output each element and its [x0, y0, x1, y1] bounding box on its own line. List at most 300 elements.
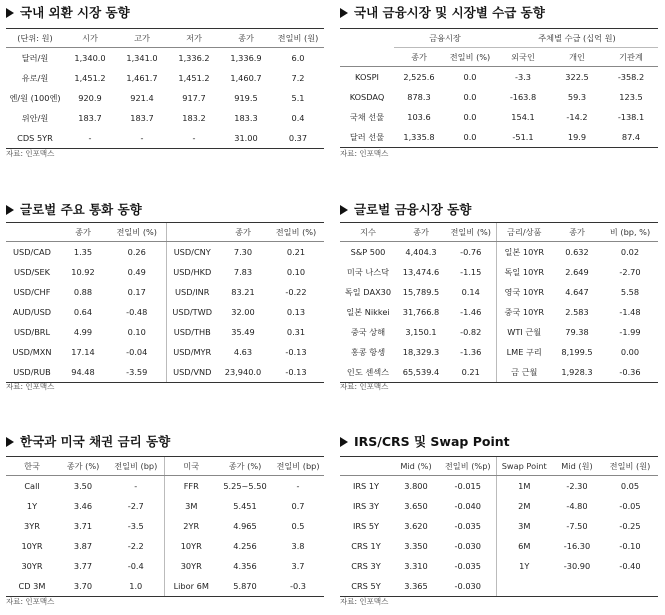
currency-cell: 35.49: [231, 327, 255, 337]
currency-row: [6, 262, 324, 282]
global-row: [340, 242, 658, 263]
global-cell: 1,928.3: [552, 362, 602, 383]
global-cell: S&P 500: [350, 247, 386, 257]
fx-title: 국내 외환 시장 동향: [6, 4, 130, 22]
bond-cell: 5.25~5.50: [223, 481, 267, 491]
currency-cell: -0.13: [268, 362, 324, 383]
currency-cell: 17.14: [71, 347, 95, 357]
fx-cell: -: [64, 128, 116, 149]
triangle-bullet-icon: [6, 8, 14, 18]
domestic-cell: -14.2: [566, 112, 588, 122]
swap-body: [340, 476, 658, 597]
global-cell: 중국 10YR: [496, 302, 552, 322]
bond-header-row: [6, 457, 324, 476]
fx-cell: 0.4: [291, 113, 305, 123]
fx-cell: 5.1: [291, 93, 305, 103]
currency-cell: 0.64: [73, 307, 93, 317]
triangle-bullet-icon: [340, 437, 348, 447]
global-cell: -2.70: [619, 267, 641, 277]
bond-cell: 3.50: [73, 481, 93, 491]
currency-cell: 1.35: [73, 247, 93, 257]
domestic-cell: 2,525.6: [403, 72, 435, 82]
domestic-cell: 국채 선물: [349, 111, 385, 122]
domestic-cell: 87.4: [604, 127, 658, 148]
domestic-cell: 0.0: [463, 72, 477, 82]
bond-cell: -0.4: [127, 561, 144, 571]
bond-header-cell: 종가 (%): [58, 457, 108, 476]
global-cell: 일본 10YR: [496, 242, 552, 263]
currency-body: [6, 242, 324, 383]
currency-cell: 0.49: [127, 267, 146, 277]
global-cell: 0.02: [620, 247, 640, 257]
swap-cell: CRS 3Y: [351, 561, 381, 571]
domestic-cell: 322.5: [565, 72, 589, 82]
domestic-body: [340, 67, 658, 148]
fx-cell: 183.2: [182, 113, 206, 123]
fx-cell: 유로/원: [21, 72, 49, 83]
fx-cell: 6.0: [291, 53, 305, 63]
bond-row: [6, 476, 324, 497]
fx-cell: 1,451.2: [178, 73, 210, 83]
domestic-panel: [340, 4, 658, 164]
domestic-cell: KOSDAQ: [349, 92, 385, 102]
fx-cell: 917.7: [182, 93, 206, 103]
swap-cell: [496, 576, 552, 597]
swap-row: [340, 476, 658, 497]
swap-cell: 3.365: [392, 576, 440, 597]
global-cell: 홍콩 항셍: [350, 346, 386, 357]
fx-cell: 0.37: [272, 128, 324, 149]
domestic-cell: 59.3: [567, 92, 587, 102]
global-source: 자료: 인포맥스: [340, 382, 389, 391]
domestic-cell: 달러 선물: [340, 127, 394, 148]
swap-header-cell: Mid (원): [552, 457, 602, 476]
fx-header-cell: 시가: [64, 29, 116, 48]
currency-row: [6, 342, 324, 362]
fx-row: [6, 48, 324, 69]
currency-header-cell: 전일비 (%): [268, 223, 324, 242]
swap-cell: IRS 3Y: [352, 501, 380, 511]
swap-title: IRS/CRS 및 Swap Point: [340, 433, 510, 451]
global-cell: 31,766.8: [402, 307, 440, 317]
triangle-bullet-icon: [340, 205, 348, 215]
currency-cell: USD/INR: [166, 282, 218, 302]
fx-source: 자료: 인포맥스: [6, 149, 55, 158]
global-cell: 영국 10YR: [496, 282, 552, 302]
global-cell: WTI 근월: [496, 322, 552, 342]
bond-cell: 4.356: [233, 561, 257, 571]
global-cell: 4.647: [565, 287, 589, 297]
bond-cell: 4.256: [233, 541, 257, 551]
bond-row: [6, 556, 324, 576]
currency-row: [6, 322, 324, 342]
bond-panel: [6, 433, 324, 613]
currency-cell: -0.22: [285, 287, 307, 297]
swap-cell: 3.800: [404, 481, 428, 491]
swap-cell: [552, 576, 602, 597]
domestic-title: 국내 금융시장 및 시장별 수급 동향: [340, 4, 545, 22]
currency-row: [6, 302, 324, 322]
bond-cell: 30YR: [21, 561, 43, 571]
bond-cell: 3.77: [73, 561, 93, 571]
swap-cell: 6M: [496, 536, 552, 556]
swap-cell: 3.350: [404, 541, 428, 551]
global-cell: -1.48: [619, 307, 641, 317]
bond-cell: Libor 6M: [164, 576, 218, 597]
swap-row: [340, 536, 658, 556]
global-header-cell: 금리/상품: [496, 223, 552, 242]
global-cell: 인도 센섹스: [340, 362, 396, 383]
global-cell: 2.583: [565, 307, 589, 317]
swap-cell: CRS 5Y: [340, 576, 392, 597]
bond-row: [6, 516, 324, 536]
currency-cell: 0.26: [127, 247, 146, 257]
triangle-bullet-icon: [340, 8, 348, 18]
currency-cell: USD/RUB: [6, 362, 58, 383]
bond-body: [6, 476, 324, 597]
swap-cell: -0.40: [619, 561, 641, 571]
domestic-header-cell: [340, 48, 394, 67]
currency-cell: USD/HKD: [166, 262, 218, 282]
bond-header-cell: 전일비 (bp): [108, 457, 164, 476]
swap-cell: 0.05: [620, 481, 640, 491]
swap-source: 자료: 인포맥스: [340, 597, 389, 606]
currency-row: [6, 362, 324, 383]
global-cell: -1.99: [619, 327, 641, 337]
swap-cell: -16.30: [563, 541, 591, 551]
fx-cell: 1,461.7: [126, 73, 158, 83]
global-title: 글로벌 금융시장 동향: [340, 201, 471, 219]
domestic-cell: 0.0: [463, 112, 477, 122]
currency-cell: AUD/USD: [12, 307, 52, 317]
fx-cell: 위안/원: [21, 112, 49, 123]
swap-row: [340, 496, 658, 516]
swap-header-cell: 전일비 (원): [602, 457, 658, 476]
domestic-group-row: [340, 29, 658, 48]
global-cell: 8,199.5: [561, 347, 593, 357]
global-row: [340, 302, 658, 322]
bond-cell: 1Y: [26, 501, 38, 511]
global-cell: 미국 나스닥: [346, 266, 390, 277]
fx-cell: 920.9: [78, 93, 102, 103]
global-cell: LME 구리: [496, 342, 552, 362]
domestic-cell: 123.5: [619, 92, 643, 102]
domestic-cell: -3.3: [515, 72, 531, 82]
bond-header-cell: 미국: [164, 457, 218, 476]
fx-cell: 1,340.0: [74, 53, 106, 63]
global-cell: 중국 상해: [350, 326, 386, 337]
currency-row: [6, 242, 324, 263]
bond-cell: 1.0: [108, 576, 164, 597]
bond-cell: 10YR: [164, 536, 218, 556]
global-header-cell: 지수: [340, 223, 396, 242]
currency-cell: -0.13: [285, 347, 307, 357]
domestic-cell: 154.1: [511, 112, 535, 122]
fx-cell: 919.5: [234, 93, 258, 103]
currency-cell: USD/VND: [166, 362, 218, 383]
global-header-cell: 종가: [552, 223, 602, 242]
fx-cell: 1,460.7: [230, 73, 262, 83]
currency-cell: 0.31: [286, 327, 306, 337]
global-row: [340, 322, 658, 342]
fx-cell: 1,336.2: [178, 53, 210, 63]
swap-cell: -30.90: [563, 561, 591, 571]
global-row: [340, 362, 658, 383]
swap-cell: -0.030: [454, 541, 481, 551]
swap-cell: -0.05: [619, 501, 641, 511]
swap-cell: 3.650: [404, 501, 428, 511]
domestic-cell: -51.1: [496, 127, 550, 148]
currency-cell: 7.30: [233, 247, 253, 257]
global-header-cell: 종가: [396, 223, 446, 242]
domestic-header-cell: 종가: [394, 48, 444, 67]
bond-cell: 3.70: [58, 576, 108, 597]
fx-cell: 1,336.9: [230, 53, 262, 63]
currency-cell: 23,940.0: [218, 362, 268, 383]
currency-header-row: [6, 223, 324, 242]
swap-cell: 3.310: [404, 561, 428, 571]
swap-header-cell: Swap Point: [496, 457, 552, 476]
fx-cell: 183.3: [234, 113, 258, 123]
currency-cell: 32.00: [231, 307, 255, 317]
bond-cell: 3.87: [73, 541, 93, 551]
fx-cell: 1,451.2: [74, 73, 106, 83]
domestic-header-cell: 전일비 (%): [444, 48, 496, 67]
global-cell: 0.632: [565, 247, 589, 257]
bond-header-cell: 종가 (%): [218, 457, 272, 476]
currency-cell: -3.59: [108, 362, 166, 383]
fx-cell: 1,341.0: [126, 53, 158, 63]
bond-row: [6, 536, 324, 556]
fx-row: [6, 108, 324, 128]
domestic-group-market: 금융시장: [394, 29, 496, 48]
bond-cell: -: [134, 481, 138, 491]
domestic-cell: 0.0: [444, 127, 496, 148]
fx-cell: -: [116, 128, 168, 149]
fx-body: [6, 48, 324, 149]
currency-cell: 0.88: [73, 287, 93, 297]
bond-cell: 4.965: [233, 521, 257, 531]
currency-cell: USD/MXN: [12, 347, 52, 357]
currency-panel: [6, 201, 324, 396]
currency-cell: -0.48: [126, 307, 148, 317]
domestic-cell: KOSPI: [355, 72, 379, 82]
swap-header-cell: 전일비 (%p): [440, 457, 496, 476]
domestic-cell: 878.3: [407, 92, 431, 102]
triangle-bullet-icon: [6, 205, 14, 215]
bond-cell: -: [296, 481, 300, 491]
currency-cell: USD/CAD: [13, 247, 51, 257]
currency-cell: 83.21: [231, 287, 255, 297]
global-cell: 0.00: [620, 347, 640, 357]
currency-cell: USD/BRL: [13, 327, 51, 337]
global-panel: [340, 201, 658, 396]
global-cell: 0.14: [461, 287, 480, 297]
bond-cell: 3.8: [291, 541, 305, 551]
domestic-cell: 0.0: [463, 92, 477, 102]
currency-cell: -0.04: [126, 347, 148, 357]
global-cell: 65,539.4: [396, 362, 446, 383]
swap-table: [340, 456, 658, 597]
bond-header-cell: 한국: [6, 457, 58, 476]
currency-header-cell: 전일비 (%): [108, 223, 166, 242]
swap-cell: 2M: [496, 496, 552, 516]
global-cell: -1.15: [460, 267, 482, 277]
fx-cell: 달러/원: [21, 52, 49, 63]
bond-header-cell: 전일비 (bp): [272, 457, 324, 476]
swap-cell: -0.10: [619, 541, 641, 551]
bond-cell: 10YR: [21, 541, 43, 551]
global-row: [340, 262, 658, 282]
currency-source: 자료: 인포맥스: [6, 382, 55, 391]
global-row: [340, 282, 658, 302]
triangle-bullet-icon: [6, 437, 14, 447]
swap-header-cell: Mid (%): [392, 457, 440, 476]
bond-cell: -2.2: [127, 541, 144, 551]
swap-cell: IRS 5Y: [352, 521, 380, 531]
currency-cell: 0.17: [127, 287, 146, 297]
swap-cell: -2.30: [566, 481, 588, 491]
bond-cell: 5.870: [218, 576, 272, 597]
swap-cell: -7.50: [566, 521, 588, 531]
currency-cell: USD/SEK: [14, 267, 50, 277]
currency-cell: 10.92: [71, 267, 95, 277]
currency-header-cell: [166, 223, 218, 242]
bond-cell: 30YR: [164, 556, 218, 576]
domestic-row: [340, 127, 658, 148]
fx-header-cell: (단위: 원): [6, 29, 64, 48]
currency-cell: 94.48: [58, 362, 108, 383]
currency-cell: 0.21: [286, 247, 306, 257]
fx-row: [6, 88, 324, 108]
fx-header-cell: 종가: [220, 29, 272, 48]
domestic-row: [340, 107, 658, 127]
fx-cell: CDS 5YR: [6, 128, 64, 149]
currency-cell: 0.13: [286, 307, 306, 317]
fx-cell: -: [168, 128, 220, 149]
global-header-row: [340, 223, 658, 242]
swap-cell: IRS 1Y: [352, 481, 380, 491]
global-table: [340, 222, 658, 383]
domestic-cell: 19.9: [550, 127, 604, 148]
fx-header-cell: 전일비 (원): [272, 29, 324, 48]
global-cell: 13,474.6: [402, 267, 440, 277]
domestic-cell: 103.6: [407, 112, 431, 122]
global-cell: 독일 DAX30: [344, 286, 392, 297]
global-cell: 3,150.1: [405, 327, 437, 337]
fx-cell: 183.7: [130, 113, 154, 123]
fx-cell: 31.00: [220, 128, 272, 149]
bond-row: [6, 496, 324, 516]
currency-cell: USD/THB: [166, 322, 218, 342]
swap-cell: -0.030: [440, 576, 496, 597]
fx-cell: 7.2: [291, 73, 305, 83]
fx-header-row: [6, 29, 324, 48]
bond-cell: 0.5: [291, 521, 305, 531]
swap-row: [340, 556, 658, 576]
global-cell: 독일 10YR: [496, 262, 552, 282]
global-cell: -0.36: [602, 362, 658, 383]
swap-cell: 3.620: [404, 521, 428, 531]
swap-cell: [602, 576, 658, 597]
swap-row: [340, 516, 658, 536]
global-cell: -0.76: [460, 247, 482, 257]
swap-cell: -4.80: [566, 501, 588, 511]
global-cell: 2.649: [565, 267, 589, 277]
currency-cell: USD/MYR: [166, 342, 218, 362]
currency-header-cell: 종가: [58, 223, 108, 242]
domestic-row: [340, 67, 658, 88]
global-cell: 0.21: [446, 362, 496, 383]
fx-panel: [6, 4, 324, 164]
swap-cell: 1Y: [496, 556, 552, 576]
currency-row: [6, 282, 324, 302]
bond-cell: 2YR: [164, 516, 218, 536]
currency-cell: 0.10: [286, 267, 306, 277]
swap-cell: -0.035: [454, 561, 481, 571]
domestic-source: 자료: 인포맥스: [340, 149, 389, 158]
swap-header-row: [340, 457, 658, 476]
currency-cell: USD/TWD: [166, 302, 218, 322]
bond-cell: FFR: [164, 476, 218, 497]
bond-source: 자료: 인포맥스: [6, 597, 55, 606]
global-cell: 4,404.3: [405, 247, 437, 257]
currency-cell: 4.63: [233, 347, 253, 357]
swap-cell: -0.040: [454, 501, 481, 511]
bond-cell: CD 3M: [6, 576, 58, 597]
global-cell: 5.58: [620, 287, 640, 297]
bond-cell: 3M: [164, 496, 218, 516]
currency-cell: USD/CHF: [13, 287, 51, 297]
swap-cell: -0.015: [454, 481, 481, 491]
domestic-table: [340, 28, 658, 148]
fx-cell: 183.7: [78, 113, 102, 123]
currency-header-cell: 종가: [218, 223, 268, 242]
bond-cell: -2.7: [127, 501, 144, 511]
bond-title: 한국과 미국 채권 금리 동향: [6, 433, 170, 451]
swap-cell: CRS 1Y: [351, 541, 381, 551]
global-header-cell: 전일비 (%): [446, 223, 496, 242]
global-cell: 일본 Nikkei: [346, 306, 390, 317]
swap-cell: -0.25: [619, 521, 641, 531]
global-cell: -0.82: [460, 327, 482, 337]
currency-title: 글로벌 주요 통화 동향: [6, 201, 142, 219]
domestic-cell: -163.8: [509, 92, 537, 102]
bond-row: [6, 576, 324, 597]
global-cell: 금 근월: [496, 362, 552, 383]
swap-cell: 3M: [496, 516, 552, 536]
fx-cell: 엔/원 (100엔): [9, 92, 61, 103]
bond-cell: 3.46: [73, 501, 93, 511]
currency-cell: 7.83: [233, 267, 253, 277]
swap-cell: 1M: [496, 476, 552, 497]
swap-header-cell: [340, 457, 392, 476]
global-body: [340, 242, 658, 383]
bond-cell: 3YR: [24, 521, 40, 531]
fx-table: [6, 28, 324, 149]
swap-row: [340, 576, 658, 597]
bond-cell: 0.7: [291, 501, 305, 511]
domestic-cell: 1,335.8: [394, 127, 444, 148]
bond-cell: 5.451: [233, 501, 257, 511]
domestic-header-cell: 개인: [550, 48, 604, 67]
global-row: [340, 342, 658, 362]
bond-cell: -3.5: [127, 521, 144, 531]
fx-row: [6, 68, 324, 88]
fx-cell: 921.4: [130, 93, 154, 103]
swap-cell: -0.035: [454, 521, 481, 531]
global-cell: 18,329.3: [402, 347, 440, 357]
